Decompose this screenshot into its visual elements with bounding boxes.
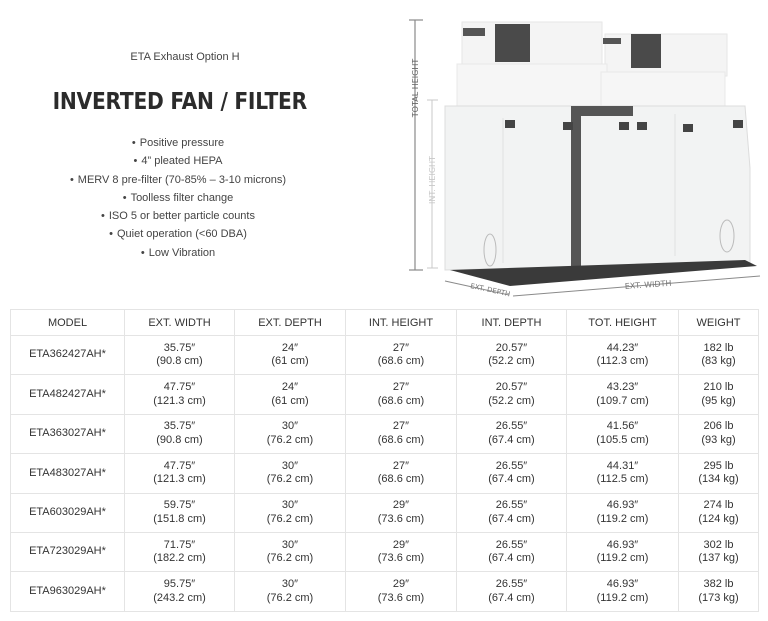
bullet-icon: • [101, 210, 105, 223]
enclosure-illustration [405, 8, 765, 298]
tot-height-cell [567, 493, 679, 532]
int-height-cell [346, 414, 457, 453]
metric-value: (73.6 cm) [377, 591, 425, 604]
imperial-value: 41.56″ [606, 420, 639, 433]
feature-item [0, 244, 356, 262]
metric-value: (67.4 cm) [488, 473, 535, 486]
ext-width-cell [125, 454, 235, 493]
model-cell: ETA482427AH* [11, 375, 125, 414]
column-header-tot-height: TOT. HEIGHT [567, 310, 679, 336]
spec-table [10, 309, 759, 612]
imperial-value: 26.55″ [495, 578, 528, 591]
ext-depth-cell [235, 572, 346, 611]
metric-value: (112.3 cm) [596, 355, 649, 368]
int-depth-cell [457, 532, 567, 571]
weight-cell [679, 454, 759, 493]
metric-value: (182.2 cm) [153, 552, 206, 565]
imperial-value: 27″ [392, 381, 410, 394]
ext-width-cell [125, 375, 235, 414]
ext-width-cell [125, 532, 235, 571]
imperial-value: 30″ [281, 420, 299, 433]
imperial-value: 47.75″ [163, 459, 196, 472]
metric-value: (67.4 cm) [488, 552, 535, 565]
ext-width-cell [125, 493, 235, 532]
metric-value: (137 kg) [698, 552, 739, 565]
int-height-cell [346, 572, 457, 611]
feature-text: Low Vibration [148, 246, 216, 259]
imperial-value: 27″ [392, 341, 410, 354]
ext-width-cell [125, 572, 235, 611]
imperial-value: 302 lb [703, 538, 734, 551]
metric-value: (67.4 cm) [488, 591, 535, 604]
metric-value: (243.2 cm) [153, 591, 206, 604]
weight-cell [679, 532, 759, 571]
weight-cell [679, 375, 759, 414]
bullet-icon: • [131, 137, 136, 149]
table-row [11, 414, 759, 453]
model-cell: ETA963029AH* [11, 572, 125, 611]
column-header-ext-depth: EXT. DEPTH [235, 310, 346, 336]
imperial-value: 95.75″ [163, 578, 196, 591]
metric-value: (124 kg) [698, 512, 739, 525]
imperial-value: 382 lb [703, 578, 734, 591]
imperial-value: 29″ [392, 578, 410, 591]
imperial-value: 30″ [281, 499, 299, 512]
feature-text: Quiet operation (<60 DBA) [116, 228, 247, 241]
model-cell: ETA483027AH* [11, 454, 125, 493]
feature-list [0, 134, 356, 262]
metric-value: (119.2 cm) [596, 552, 649, 565]
imperial-value: 29″ [392, 499, 410, 512]
ext-depth-cell [235, 493, 346, 532]
table-row [11, 532, 759, 571]
metric-value: (52.2 cm) [488, 394, 535, 407]
column-header-model: MODEL [11, 310, 125, 336]
metric-value: (76.2 cm) [266, 473, 314, 486]
metric-value: (119.2 cm) [596, 512, 649, 525]
imperial-value: 59.75″ [163, 499, 196, 512]
product-intro [0, 0, 400, 300]
imperial-value: 24″ [281, 341, 299, 354]
imperial-value: 71.75″ [163, 538, 196, 551]
tot-height-cell [567, 454, 679, 493]
metric-value: (68.6 cm) [377, 355, 425, 368]
imperial-value: 27″ [392, 420, 410, 433]
int-height-label: INT. HEIGHT [428, 156, 437, 204]
metric-value: (61 cm) [271, 394, 309, 407]
weight-cell [679, 493, 759, 532]
imperial-value: 46.93″ [606, 578, 639, 591]
ext-width-cell [125, 336, 235, 375]
ext-width-cell [125, 414, 235, 453]
model-cell: ETA723029AH* [11, 532, 125, 571]
option-subtitle: ETA Exhaust Option H [130, 51, 240, 63]
int-depth-cell [457, 414, 567, 453]
int-depth-cell [457, 375, 567, 414]
imperial-value: 43.23″ [606, 381, 639, 394]
int-depth-cell [457, 454, 567, 493]
feature-text: MERV 8 pre-filter (70-85% – 3-10 microns) [77, 173, 287, 186]
metric-value: (76.2 cm) [266, 552, 314, 565]
table-row [11, 336, 759, 375]
column-header-int-height: INT. HEIGHT [346, 310, 457, 336]
metric-value: (67.4 cm) [488, 512, 535, 525]
product-image [405, 8, 765, 298]
column-header-int-depth: INT. DEPTH [457, 310, 567, 336]
ext-width-label: EXT. WIDTH [624, 278, 672, 291]
metric-value: (61 cm) [271, 355, 309, 368]
bullet-icon: • [109, 228, 113, 241]
ext-depth-cell [235, 336, 346, 375]
table-row [11, 454, 759, 493]
imperial-value: 26.55″ [495, 420, 528, 433]
imperial-value: 206 lb [703, 420, 734, 433]
int-depth-cell [457, 493, 567, 532]
feature-text: 4” pleated HEPA [141, 155, 223, 168]
imperial-value: 26.55″ [495, 538, 528, 551]
feature-item [0, 189, 356, 207]
ext-depth-cell [235, 375, 346, 414]
tot-height-cell [567, 414, 679, 453]
bullet-icon: • [122, 191, 127, 204]
imperial-value: 30″ [281, 538, 299, 551]
metric-value: (68.6 cm) [377, 433, 425, 446]
imperial-value: 35.75″ [163, 420, 196, 433]
int-height-cell [346, 493, 457, 532]
model-cell: ETA362427AH* [11, 336, 125, 375]
metric-value: (52.2 cm) [488, 355, 535, 368]
imperial-value: 210 lb [703, 381, 734, 394]
feature-text: ISO 5 or better particle counts [108, 210, 255, 223]
int-height-cell [346, 336, 457, 375]
imperial-value: 26.55″ [495, 499, 528, 512]
feature-item [0, 207, 356, 225]
imperial-value: 44.31″ [606, 459, 639, 472]
metric-value: (76.2 cm) [266, 433, 314, 446]
weight-cell [679, 414, 759, 453]
metric-value: (151.8 cm) [153, 512, 206, 525]
int-depth-cell [457, 572, 567, 611]
metric-value: (95 kg) [701, 394, 736, 407]
ext-depth-cell [235, 414, 346, 453]
metric-value: (76.2 cm) [266, 591, 314, 604]
metric-value: (112.5 cm) [596, 473, 649, 486]
metric-value: (67.4 cm) [488, 433, 535, 446]
imperial-value: 46.93″ [606, 538, 639, 551]
imperial-value: 30″ [281, 578, 299, 591]
imperial-value: 29″ [392, 538, 410, 551]
imperial-value: 46.93″ [606, 499, 639, 512]
total-height-label: TOTAL HEIGHT [411, 58, 420, 118]
ext-depth-label: EXT. DEPTH [469, 282, 511, 298]
feature-item [0, 225, 356, 243]
weight-cell [679, 572, 759, 611]
column-header-ext-width: EXT. WIDTH [125, 310, 235, 336]
tot-height-cell [567, 336, 679, 375]
feature-text: Toolless filter change [130, 191, 234, 204]
model-cell: ETA363027AH* [11, 414, 125, 453]
ext-depth-cell [235, 454, 346, 493]
imperial-value: 27″ [392, 459, 410, 472]
tot-height-cell [567, 572, 679, 611]
model-cell: ETA603029AH* [11, 493, 125, 532]
feature-item [0, 171, 356, 189]
int-height-cell [346, 454, 457, 493]
int-height-cell [346, 532, 457, 571]
metric-value: (73.6 cm) [377, 512, 425, 525]
metric-value: (90.8 cm) [156, 433, 203, 446]
bullet-icon: • [140, 246, 145, 259]
feature-text: Positive pressure [139, 137, 225, 149]
metric-value: (121.3 cm) [153, 394, 206, 407]
ext-depth-cell [235, 532, 346, 571]
tot-height-cell [567, 532, 679, 571]
feature-item [0, 152, 356, 170]
imperial-value: 30″ [281, 459, 299, 472]
weight-cell [679, 336, 759, 375]
imperial-value: 182 lb [703, 341, 734, 354]
imperial-value: 35.75″ [163, 341, 196, 354]
imperial-value: 274 lb [703, 499, 734, 512]
metric-value: (109.7 cm) [596, 394, 649, 407]
metric-value: (93 kg) [701, 433, 736, 446]
table-row [11, 493, 759, 532]
tot-height-cell [567, 375, 679, 414]
metric-value: (90.8 cm) [156, 355, 203, 368]
imperial-value: 47.75″ [163, 381, 196, 394]
table-row [11, 375, 759, 414]
metric-value: (119.2 cm) [596, 591, 649, 604]
page-title: INVERTED FAN / FILTER [52, 89, 307, 115]
imperial-value: 24″ [281, 381, 299, 394]
bullet-icon: • [133, 155, 138, 168]
metric-value: (73.6 cm) [377, 552, 425, 565]
int-height-cell [346, 375, 457, 414]
imperial-value: 20.57″ [495, 381, 528, 394]
metric-value: (134 kg) [698, 473, 739, 486]
metric-value: (68.6 cm) [377, 473, 425, 486]
table-row [11, 572, 759, 611]
metric-value: (83 kg) [701, 355, 736, 368]
metric-value: (121.3 cm) [153, 473, 206, 486]
imperial-value: 44.23″ [606, 341, 639, 354]
column-header-weight: WEIGHT [679, 310, 759, 336]
metric-value: (173 kg) [698, 591, 739, 604]
feature-item [0, 134, 356, 152]
metric-value: (76.2 cm) [266, 512, 314, 525]
imperial-value: 20.57″ [495, 341, 528, 354]
imperial-value: 26.55″ [495, 459, 528, 472]
int-depth-cell [457, 336, 567, 375]
imperial-value: 295 lb [703, 459, 734, 472]
metric-value: (105.5 cm) [596, 433, 649, 446]
table-header-row [11, 310, 759, 336]
bullet-icon: • [69, 173, 74, 186]
metric-value: (68.6 cm) [377, 394, 425, 407]
